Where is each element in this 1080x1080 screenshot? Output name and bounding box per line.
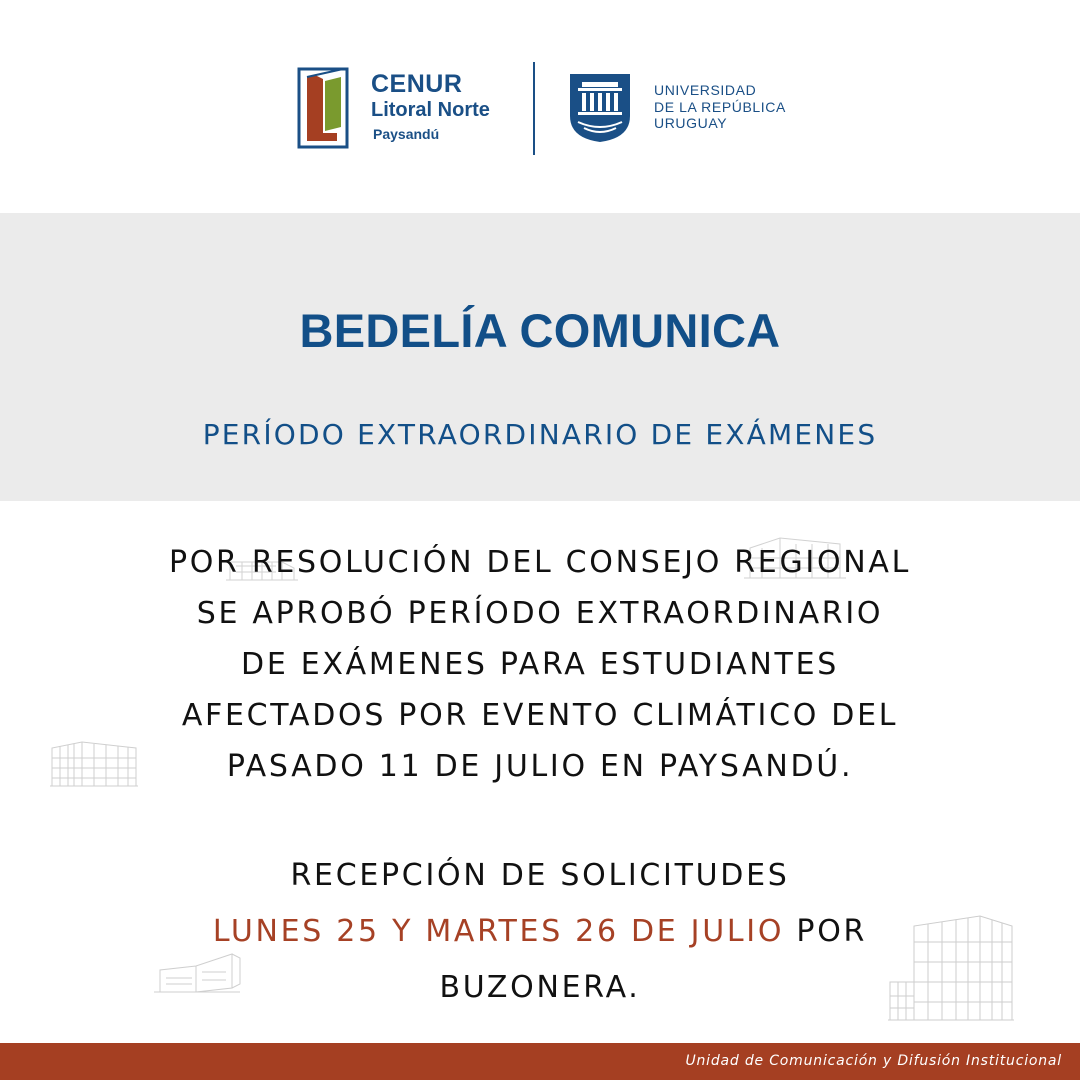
udelar-line-1: UNIVERSIDAD: [654, 82, 757, 98]
body-line-1: POR RESOLUCIÓN DEL CONSEJO REGIONAL: [168, 545, 912, 580]
header: [0, 0, 1080, 213]
reception-connector: POR: [784, 914, 868, 949]
cenur-wordmark: [371, 70, 490, 144]
body-line-2: SE APROBÓ PERÍODO EXTRAORDINARIO: [196, 596, 884, 631]
reception-heading: RECEPCIÓN DE SOLICITUDES: [290, 858, 790, 893]
announcement-body: [0, 537, 1080, 792]
body-line-4: AFECTADOS POR EVENTO CLIMÁTICO DEL: [181, 698, 899, 733]
udelar-line-3: URUGUAY: [654, 115, 728, 131]
udelar-seal-icon: [568, 72, 632, 144]
cenur-title: CENUR: [371, 70, 463, 98]
reception-method: BUZONERA.: [439, 970, 641, 1005]
header-divider: [533, 62, 535, 155]
udelar-wordmark: [654, 82, 786, 132]
page-title: BEDELÍA COMUNICA: [299, 304, 781, 357]
footer-bar: [0, 1043, 1080, 1080]
body-line-5: PASADO 11 DE JULIO EN PAYSANDÚ.: [226, 749, 854, 784]
footer-credit: Unidad de Comunicación y Difusión Institucional: [685, 1053, 1062, 1069]
reception-info: [0, 848, 1080, 1016]
cenur-city: Paysandú: [373, 126, 440, 142]
cenur-subtitle: Litoral Norte: [371, 99, 490, 121]
reception-dates: LUNES 25 Y MARTES 26 DE JULIO: [212, 914, 785, 949]
udelar-line-2: DE LA REPÚBLICA: [654, 98, 786, 115]
page-subtitle: PERÍODO EXTRAORDINARIO DE EXÁMENES: [202, 418, 878, 451]
reception-dates-line: [0, 904, 1080, 960]
body-line-3: DE EXÁMENES PARA ESTUDIANTES: [241, 647, 839, 682]
title-band: [0, 213, 1080, 501]
cenur-logo-icon: [297, 67, 349, 149]
